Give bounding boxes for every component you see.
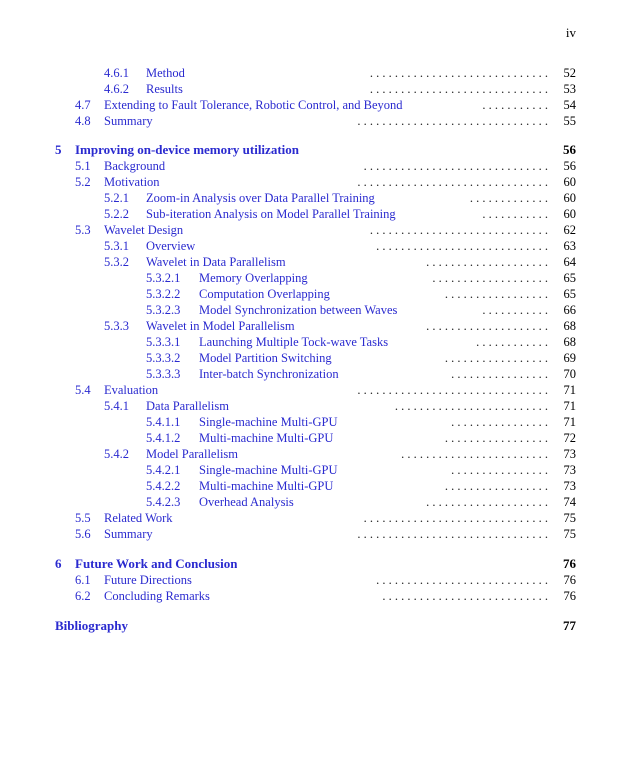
toc-leader-dots: . . . . . . . . . . . . . . . . . . . . . . . . . . . . bbox=[376, 239, 548, 253]
toc-leader-dots: . . . . . . . . . . . . . . . . bbox=[451, 415, 548, 429]
toc-entry-page: 71 bbox=[563, 399, 576, 413]
toc-leader-dots: . . . . . . . . . . . . . . . . bbox=[451, 463, 548, 477]
toc-entry[interactable] bbox=[0, 430, 624, 446]
toc-entry[interactable] bbox=[0, 286, 624, 302]
toc-entry[interactable] bbox=[0, 366, 624, 382]
toc-entry[interactable] bbox=[0, 398, 624, 414]
toc-leader-dots: . . . . . . . . . . . . . . . . . . . . . . . . . . . . . . . bbox=[357, 383, 548, 397]
toc-entry-title: Overview bbox=[146, 239, 196, 253]
toc-entry[interactable] bbox=[0, 588, 624, 604]
toc-entry-number: 5.4.2 bbox=[104, 447, 129, 461]
toc-entry-number: 5.2.2 bbox=[104, 207, 129, 221]
toc-entry-page: 68 bbox=[563, 335, 576, 349]
toc-entry-number: 5.4 bbox=[75, 383, 91, 397]
toc-entry-number: 6.2 bbox=[75, 589, 91, 603]
toc-leader-dots: . . . . . . . . . . . . . . . . . . . . . . . . bbox=[401, 447, 548, 461]
toc-entry-page: 56 bbox=[563, 159, 576, 173]
toc-leader-dots: . . . . . . . . . . . bbox=[482, 303, 548, 317]
toc-entry-page: 72 bbox=[563, 431, 576, 445]
toc-entry[interactable] bbox=[0, 446, 624, 462]
toc-leader-dots: . . . . . . . . . . . . . . . . . . . . bbox=[426, 255, 548, 269]
toc-entry[interactable] bbox=[0, 65, 624, 81]
toc-leader-dots: . . . . . . . . . . . . . . . . . . . . . . . . . . . . bbox=[376, 573, 548, 587]
toc-leader-dots: . . . . . . . . . . . bbox=[482, 98, 548, 112]
toc-entry[interactable] bbox=[0, 270, 624, 286]
toc-entry-page: 60 bbox=[563, 207, 576, 221]
toc-entry-title: Future Directions bbox=[104, 573, 192, 587]
toc-entry-title: Method bbox=[146, 66, 185, 80]
toc-entry-number: 4.6.2 bbox=[104, 82, 129, 96]
toc-entry-title: Single-machine Multi-GPU bbox=[199, 415, 338, 429]
toc-entry-number: 5.4.2.1 bbox=[146, 463, 181, 477]
toc-entry-page: 73 bbox=[563, 479, 576, 493]
toc-entry-page: 71 bbox=[563, 383, 576, 397]
toc-entry-number: 5.3.2 bbox=[104, 255, 129, 269]
toc-entry-page: 73 bbox=[563, 463, 576, 477]
toc-entry-page: 65 bbox=[563, 271, 576, 285]
toc-entry-title: Bibliography bbox=[55, 618, 128, 633]
toc-leader-dots: . . . . . . . . . . . bbox=[482, 207, 548, 221]
toc-leader-dots: . . . . . . . . . . . . . . . . . . . . . . . . . . . . . bbox=[369, 223, 548, 237]
toc-entry[interactable] bbox=[0, 494, 624, 510]
toc-leader-dots: . . . . . . . . . . . . . . . . . . . . bbox=[426, 319, 548, 333]
toc-entry-title: Evaluation bbox=[104, 383, 159, 397]
toc-entry-page: 66 bbox=[563, 303, 576, 317]
toc-leader-dots: . . . . . . . . . . . . . . . . . . . . . . . . . . . . . . . bbox=[357, 175, 548, 189]
toc-entry-number: 5.3 bbox=[75, 223, 91, 237]
toc-entry-page: 76 bbox=[563, 556, 576, 571]
page-number: iv bbox=[565, 25, 576, 40]
toc-entry-number: 5.6 bbox=[75, 527, 91, 541]
toc-entry-title: Overhead Analysis bbox=[199, 495, 294, 509]
toc-entry[interactable] bbox=[0, 414, 624, 430]
toc-entry-title: Inter-batch Synchronization bbox=[199, 367, 339, 381]
toc-leader-dots: . . . . . . . . . . . . . . . . . . . . . . . . . . . . . bbox=[369, 66, 548, 80]
toc-entry-page: 68 bbox=[563, 319, 576, 333]
toc-entry-number: 4.7 bbox=[75, 98, 91, 112]
toc-entry-title: Data Parallelism bbox=[146, 399, 229, 413]
toc-entry-title: Model Parallelism bbox=[146, 447, 238, 461]
toc-entry-title: Summary bbox=[104, 114, 153, 128]
toc-entry-title: Wavelet in Model Parallelism bbox=[146, 319, 295, 333]
toc-entry[interactable] bbox=[0, 238, 624, 254]
toc-entry-title: Sub-iteration Analysis on Model Parallel Training bbox=[146, 207, 396, 221]
toc-entry-number: 5.2 bbox=[75, 175, 91, 189]
toc-entry-page: 73 bbox=[563, 447, 576, 461]
toc-entry[interactable] bbox=[0, 382, 624, 398]
toc-leader-dots: . . . . . . . . . . . . . . . . . . . . bbox=[426, 495, 548, 509]
toc-entry-title: Concluding Remarks bbox=[104, 589, 210, 603]
toc-entry-page: 53 bbox=[563, 82, 576, 96]
toc-entry-page: 76 bbox=[563, 589, 576, 603]
toc-leader-dots: . . . . . . . . . . . . . . . . . bbox=[444, 287, 548, 301]
toc-entry-title: Background bbox=[104, 159, 166, 173]
toc-entry-number: 5.3.3.2 bbox=[146, 351, 181, 365]
toc-entry[interactable] bbox=[0, 158, 624, 174]
toc-entry-page: 69 bbox=[563, 351, 576, 365]
toc-entry-title: Memory Overlapping bbox=[199, 271, 308, 285]
toc-entry-number: 5.3.3.1 bbox=[146, 335, 181, 349]
toc-leader-dots: . . . . . . . . . . . . bbox=[476, 335, 548, 349]
toc-entry-number: 5.4.2.2 bbox=[146, 479, 181, 493]
toc-entry[interactable] bbox=[0, 302, 624, 318]
toc-leader-dots: . . . . . . . . . . . . . . . . . bbox=[444, 431, 548, 445]
toc-entry-page: 55 bbox=[563, 114, 576, 128]
toc-leader-dots: . . . . . . . . . . . . . bbox=[469, 191, 548, 205]
toc-leader-dots: . . . . . . . . . . . . . . . . . bbox=[444, 351, 548, 365]
toc-entry-title: Single-machine Multi-GPU bbox=[199, 463, 338, 477]
toc-entry-title: Multi-machine Multi-GPU bbox=[199, 431, 334, 445]
toc-entry-title: Wavelet in Data Parallelism bbox=[146, 255, 286, 269]
toc-leader-dots: . . . . . . . . . . . . . . . . . . . . . . . . . . . . . . . bbox=[357, 114, 548, 128]
toc-entry[interactable] bbox=[0, 350, 624, 366]
toc-entry[interactable] bbox=[0, 318, 624, 334]
toc-entry-number: 5.3.3 bbox=[104, 319, 129, 333]
toc-entry-number: 5.3.3.3 bbox=[146, 367, 181, 381]
toc-entry-title: Model Partition Switching bbox=[199, 351, 332, 365]
toc-entry-title: Summary bbox=[104, 527, 153, 541]
toc-entry-page: 60 bbox=[563, 175, 576, 189]
toc-chapter-entry[interactable] bbox=[0, 142, 624, 158]
toc-entry-number: 5.5 bbox=[75, 511, 91, 525]
toc-entry-page: 62 bbox=[563, 223, 576, 237]
toc-entry[interactable] bbox=[0, 97, 624, 113]
toc-entry-title: Wavelet Design bbox=[104, 223, 184, 237]
toc-entry[interactable] bbox=[0, 206, 624, 222]
toc-entry-page: 70 bbox=[563, 367, 576, 381]
toc-leader-dots: . . . . . . . . . . . . . . . . . . . . . . . . . . . bbox=[382, 589, 548, 603]
toc-leader-dots: . . . . . . . . . . . . . . . . bbox=[451, 367, 548, 381]
toc-leader-dots: . . . . . . . . . . . . . . . . . . . . . . . . . bbox=[394, 399, 548, 413]
toc-leader-dots: . . . . . . . . . . . . . . . . . . . . . . . . . . . . . bbox=[369, 82, 548, 96]
toc-entry[interactable] bbox=[0, 510, 624, 526]
toc-entry-number: 5.4.1.2 bbox=[146, 431, 181, 445]
toc-chapter-entry[interactable] bbox=[0, 618, 624, 634]
toc-entry-page: 76 bbox=[563, 573, 576, 587]
toc-entry-title: Multi-machine Multi-GPU bbox=[199, 479, 334, 493]
toc-entry-page: 65 bbox=[563, 287, 576, 301]
toc-entry-title: Extending to Fault Tolerance, Robotic Control, and Beyond bbox=[104, 98, 403, 112]
toc-leader-dots: . . . . . . . . . . . . . . . . . bbox=[444, 479, 548, 493]
toc-entry-page: 75 bbox=[563, 511, 576, 525]
toc-entry-number: 5.3.2.1 bbox=[146, 271, 181, 285]
toc-entry-page: 71 bbox=[563, 415, 576, 429]
toc-entry-number: 5.3.2.2 bbox=[146, 287, 181, 301]
toc-entry-number: 5.4.1.1 bbox=[146, 415, 181, 429]
toc-entry-title: Motivation bbox=[104, 175, 160, 189]
toc-entry-number: 5.3.2.3 bbox=[146, 303, 181, 317]
toc-entry-page: 74 bbox=[563, 495, 576, 509]
toc-entry-number: 5.1 bbox=[75, 159, 91, 173]
toc-entry-title: Improving on-device memory utilization bbox=[75, 142, 299, 157]
toc-entry-title: Related Work bbox=[104, 511, 173, 525]
toc-entry-number: 5 bbox=[55, 142, 62, 157]
toc-entry-title: Model Synchronization between Waves bbox=[199, 303, 398, 317]
toc-entry-page: 77 bbox=[563, 618, 576, 633]
toc-entry-number: 6 bbox=[55, 556, 62, 571]
toc-leader-dots: . . . . . . . . . . . . . . . . . . . . . . . . . . . . . . bbox=[363, 159, 548, 173]
toc-entry[interactable] bbox=[0, 462, 624, 478]
toc-leader-dots: . . . . . . . . . . . . . . . . . . . . . . . . . . . . . . bbox=[363, 511, 548, 525]
toc-entry-number: 4.8 bbox=[75, 114, 91, 128]
toc-entry-title: Computation Overlapping bbox=[199, 287, 330, 301]
toc-entry-title: Launching Multiple Tock-wave Tasks bbox=[199, 335, 389, 349]
toc-entry-title: Zoom-in Analysis over Data Parallel Training bbox=[146, 191, 375, 205]
toc-entry-page: 75 bbox=[563, 527, 576, 541]
toc-entry-number: 5.2.1 bbox=[104, 191, 129, 205]
toc-chapter-entry[interactable] bbox=[0, 556, 624, 572]
toc-entry[interactable] bbox=[0, 478, 624, 494]
toc-entry[interactable] bbox=[0, 526, 624, 542]
toc-entry-number: 4.6.1 bbox=[104, 66, 129, 80]
toc-entry[interactable] bbox=[0, 81, 624, 97]
toc-entry-page: 52 bbox=[563, 66, 576, 80]
toc-entry[interactable] bbox=[0, 174, 624, 190]
toc-entry-page: 64 bbox=[563, 255, 576, 269]
toc-entry-page: 63 bbox=[563, 239, 576, 253]
toc-entry[interactable] bbox=[0, 113, 624, 129]
toc-leader-dots: . . . . . . . . . . . . . . . . . . . bbox=[432, 271, 548, 285]
toc-entry[interactable] bbox=[0, 190, 624, 206]
toc-leader-dots: . . . . . . . . . . . . . . . . . . . . . . . . . . . . . . . bbox=[357, 527, 548, 541]
toc-entry[interactable] bbox=[0, 254, 624, 270]
toc-entry[interactable] bbox=[0, 572, 624, 588]
toc-entry-number: 5.4.1 bbox=[104, 399, 129, 413]
toc-entry[interactable] bbox=[0, 222, 624, 238]
toc-entry-number: 6.1 bbox=[75, 573, 91, 587]
toc-entry-page: 54 bbox=[563, 98, 576, 112]
toc-entry-page: 56 bbox=[563, 142, 576, 157]
toc-entry-page: 60 bbox=[563, 191, 576, 205]
toc-entry-number: 5.4.2.3 bbox=[146, 495, 181, 509]
toc-entry-title: Future Work and Conclusion bbox=[75, 556, 238, 571]
toc-entry-number: 5.3.1 bbox=[104, 239, 129, 253]
toc-entry-title: Results bbox=[146, 82, 183, 96]
toc-entry[interactable] bbox=[0, 334, 624, 350]
